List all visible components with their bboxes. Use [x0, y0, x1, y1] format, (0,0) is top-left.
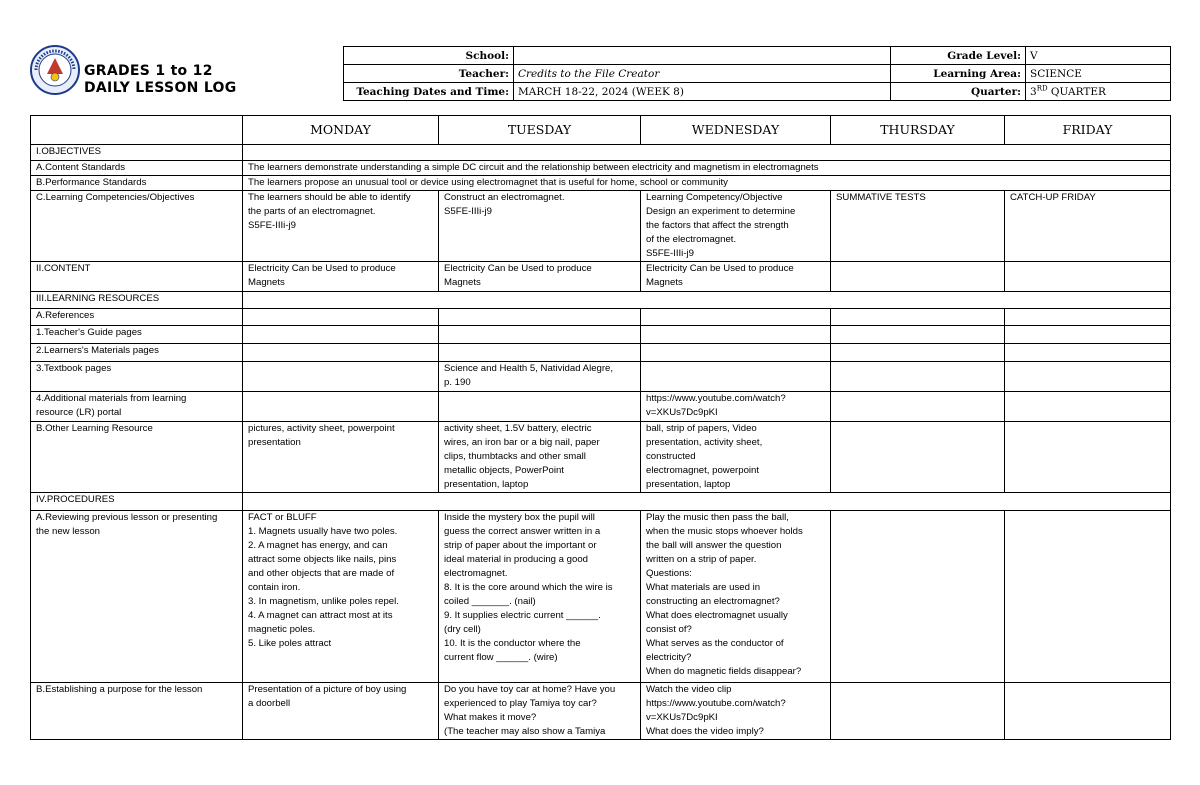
learners-materials-row [31, 344, 1171, 362]
reviewing-tuesday: Inside the mystery box the pupil will guess the correct answer written in a strip of paper about the important or ideal material in producing a good electromagnet. 8. It is the core around which the wire is coiled _______. (nail) 9. It supplies electric current ______. (dry cell) 10. It is the conductor where the current flow ______. (wire) [439, 511, 641, 683]
lesson-log-table [30, 115, 1171, 740]
performance-standards-text: The learners propose an unusual tool or device using electromagnet that is useful for home, school or community [243, 176, 1171, 191]
other-resource-monday: pictures, activity sheet, powerpoint presentation [243, 422, 439, 493]
objectives-row [31, 145, 1171, 161]
quarter-label: Quarter: [891, 83, 1026, 101]
day-header-friday: FRIDAY [1005, 116, 1171, 145]
references-label: A.References [31, 309, 243, 326]
performance-standards-label: B.Performance Standards [31, 176, 243, 191]
header-info-table [343, 46, 1171, 101]
reviewing-row [31, 511, 1171, 683]
teachers-guide-label: 1.Teacher's Guide pages [31, 326, 243, 344]
other-resource-row [31, 422, 1171, 493]
content-label: II.CONTENT [31, 262, 243, 292]
competencies-tuesday: Construct an electromagnet. S5FE-IIIi-j9 [439, 191, 641, 262]
reviewing-label: A.Reviewing previous lesson or presenting the new lesson [31, 511, 243, 683]
title-line-2: DAILY LESSON LOG [84, 80, 237, 96]
learners-materials-label: 2.Learners's Materials pages [31, 344, 243, 362]
establishing-label: B.Establishing a purpose for the lesson [31, 683, 243, 740]
content-wednesday: Electricity Can be Used to produce Magnets [641, 262, 831, 292]
school-value [514, 47, 891, 65]
deped-seal-logo [30, 45, 80, 95]
procedures-row [31, 493, 1171, 511]
additional-materials-wednesday-link[interactable]: https://www.youtube.com/watch? v=XKUs7Dc9pKI [641, 392, 831, 422]
content-tuesday: Electricity Can be Used to produce Magnets [439, 262, 641, 292]
grade-level-value: V [1026, 47, 1171, 65]
header-row-school [344, 47, 1171, 65]
learning-area-label: Learning Area: [891, 65, 1026, 83]
content-monday: Electricity Can be Used to produce Magnets [243, 262, 439, 292]
quarter-word: QUARTER [1050, 85, 1106, 98]
competencies-wednesday: Learning Competency/Objective Design an experiment to determine the factors that affect the strength of the electromagnet. S5FE-IIIi-j9 [641, 191, 831, 262]
day-header-wednesday: WEDNESDAY [641, 116, 831, 145]
reviewing-wednesday: Play the music then pass the ball, when the music stops whoever holds the ball will answer the question written on a strip of paper. Questions: What materials are used in constructing an electromagnet? What does electromagnet usually consist of? What serves as the conductor of electricity? When do magnetic fields disappear? [641, 511, 831, 683]
day-header-thursday: THURSDAY [831, 116, 1005, 145]
competencies-friday: CATCH-UP FRIDAY [1005, 191, 1171, 262]
quarter-number: 3 [1030, 85, 1037, 98]
learning-resources-row [31, 292, 1171, 309]
other-resource-wednesday: ball, strip of papers, Video presentation, activity sheet, constructed electromagnet, powerpoint presentation, laptop [641, 422, 831, 493]
other-resource-tuesday: activity sheet, 1.5V battery, electric wires, an iron bar or a big nail, paper clips, thumbtacks and other small metallic objects, PowerPoint presentation, laptop [439, 422, 641, 493]
grade-level-label: Grade Level: [891, 47, 1026, 65]
teacher-value: Credits to the File Creator [514, 65, 891, 83]
school-label: School: [344, 47, 514, 65]
day-header-monday: MONDAY [243, 116, 439, 145]
textbook-row [31, 362, 1171, 392]
competencies-monday: The learners should be able to identify the parts of an electromagnet. S5FE-IIIi-j9 [243, 191, 439, 262]
teaching-dates-label: Teaching Dates and Time: [344, 83, 514, 101]
quarter-superscript: RD [1036, 84, 1048, 92]
learning-resources-label: III.LEARNING RESOURCES [31, 292, 243, 309]
establishing-row [31, 683, 1171, 740]
title-line-1: GRADES 1 to 12 [84, 63, 213, 79]
teachers-guide-row [31, 326, 1171, 344]
teacher-label: Teacher: [344, 65, 514, 83]
reviewing-monday: FACT or BLUFF 1. Magnets usually have two poles. 2. A magnet has energy, and can attract some objects like nails, pins and other objects that are made of contain iron. 3. In magnetism, unlike poles repel. 4. A magnet can attract most at its magnetic poles. 5. Like poles attract [243, 511, 439, 683]
teaching-dates-value: MARCH 18-22, 2024 (WEEK 8) [514, 83, 891, 101]
header-row-dates [344, 83, 1171, 101]
day-header-row [31, 116, 1171, 145]
competencies-thursday: SUMMATIVE TESTS [831, 191, 1005, 262]
day-header-tuesday: TUESDAY [439, 116, 641, 145]
additional-materials-label: 4.Additional materials from learning resource (LR) portal [31, 392, 243, 422]
header-row-teacher [344, 65, 1171, 83]
content-standards-text: The learners demonstrate understanding a simple DC circuit and the relationship between electricity and magnetism in electromagnets [243, 161, 1171, 176]
establishing-wednesday: Watch the video clip https://www.youtube.com/watch? v=XKUs7Dc9pKI What does the video imply? [641, 683, 831, 740]
procedures-label: IV.PROCEDURES [31, 493, 243, 511]
establishing-monday: Presentation of a picture of boy using a doorbell [243, 683, 439, 740]
competencies-row [31, 191, 1171, 262]
establishing-tuesday: Do you have toy car at home? Have you experienced to play Tamiya toy car? What makes it move? (The teacher may also show a Tamiya [439, 683, 641, 740]
content-standards-label: A.Content Standards [31, 161, 243, 176]
competencies-label: C.Learning Competencies/Objectives [31, 191, 243, 262]
corner-cell [31, 116, 243, 145]
objectives-label: I.OBJECTIVES [31, 145, 243, 161]
additional-materials-row [31, 392, 1171, 422]
quarter-value [1026, 83, 1171, 101]
document-title [84, 63, 237, 97]
content-row [31, 262, 1171, 292]
performance-standards-row [31, 176, 1171, 191]
textbook-label: 3.Textbook pages [31, 362, 243, 392]
content-standards-row [31, 161, 1171, 176]
references-row [31, 309, 1171, 326]
learning-area-value: SCIENCE [1026, 65, 1171, 83]
textbook-tuesday: Science and Health 5, Natividad Alegre, p. 190 [439, 362, 641, 392]
other-resource-label: B.Other Learning Resource [31, 422, 243, 493]
